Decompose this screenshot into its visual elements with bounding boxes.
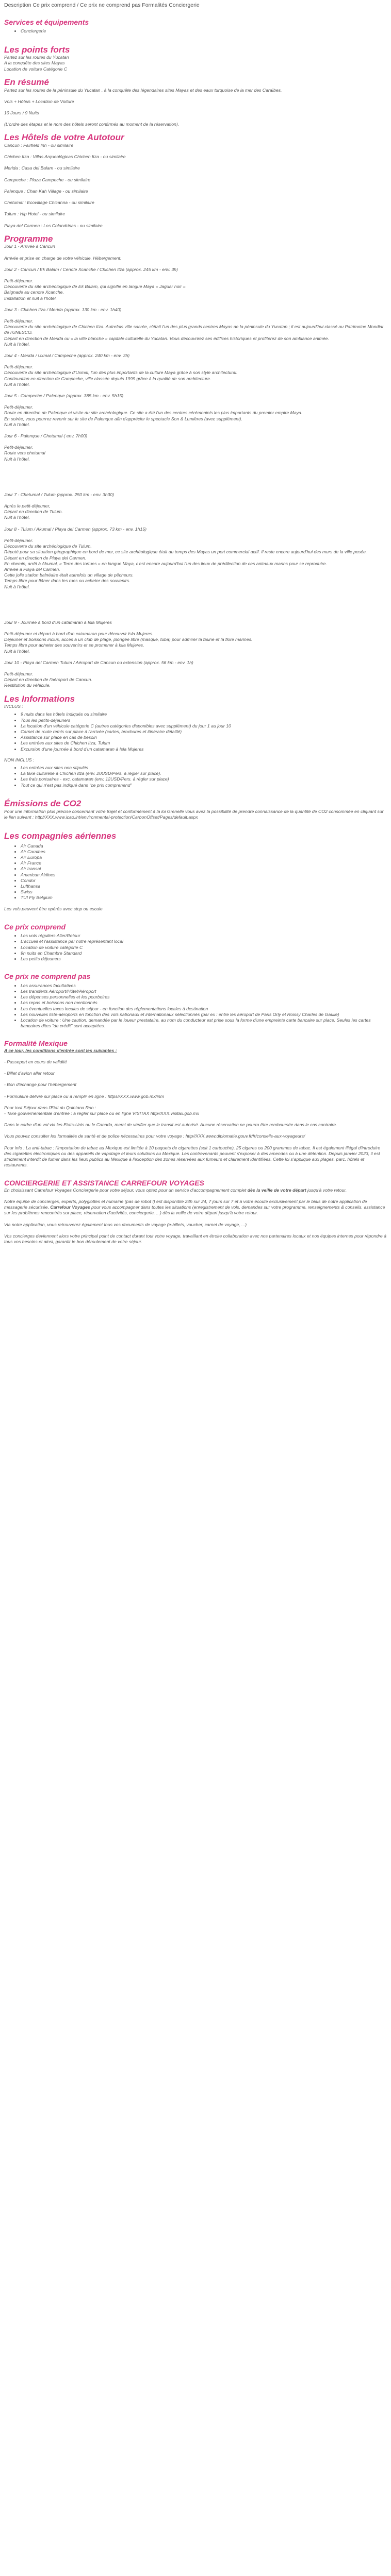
day-body [4, 671, 387, 689]
informations-title: Les Informations [4, 693, 75, 704]
day-line: Cette jolie station balnéaire était autrefois un village de pêcheurs. [4, 572, 134, 578]
day-body [4, 445, 387, 462]
day-line: Route vers chetumal [4, 450, 45, 456]
airlines-list [4, 843, 387, 901]
excludes-item: • Les transferts Aéroport/Hôtel/Aéroport [21, 989, 387, 994]
day-title: Jour 6 - Palenque / Chetumal ( env. 7h00) [4, 433, 88, 439]
services-title: Services et équipements [4, 18, 89, 26]
excludes-item: • Les nouvelles liste-aéroports en fonction des vols nationaux et internationaux sélectionnés (par ex : entre les aéroport de Paris Orly et Roissy Charles de Gaulle) [21, 1012, 387, 1018]
day-line: Continuation en direction de Campeche, ville classée depuis 1999 grâce à la qualité de son architecture. [4, 376, 211, 381]
inclus-item: • 9 nuits dans les hôtels indiqués ou similaire [21, 711, 387, 717]
airline-item: • Condor [21, 878, 387, 884]
day-line: Temps libre pour flâner dans les rues ou acheter des souvenirs. [4, 578, 131, 584]
quintana-title: Pour tout Séjour dans l'Etat du Quintana Roo : [4, 1105, 96, 1110]
day-line: Départ en direction de Merida ou « la ville blanche » capitale culturelle du Yucatan. Vous découvrirez ses édifices historiques et profiterez de son ambiance animée. [4, 335, 329, 341]
day-body [4, 278, 387, 301]
quintana-text: - Taxe gouvernementale d'entrée : à régler sur place ou en ligne VISITAX http//XXX.visitax.gob.mx [4, 1110, 199, 1116]
day-line: Déjeuner et boissons inclus, accès à un club de plage, plongée libre (masque, tuba) pour admirer la faune et la flore marines. [4, 637, 253, 642]
transit-text: Dans le cadre d'un vol via les Etats-Unis ou le Canada, merci de vérifier que le transit est autorisé. Aucune réservation ne pourra être remboursée dans le cas contraire. [4, 1122, 337, 1128]
day-line: En chemin, arrêt à Akumal, « Terre des tortues » en langue Maya, c'est encore aujourd'hui l'un des lieux de prédilection de ces animaux marins pour se reproduire. [4, 561, 327, 566]
day-line: Petit-déjeuner. [4, 364, 34, 370]
concierge-p4: Vos concierges deviennent alors votre principal point de contact durant tout votre voyage, travaillant en étroite collaboration avec nos partenaires locaux et nos équipes internes pour répondre à tous vos besoins et ainsi, garantir le bon déroulement de votre séjour. [4, 1233, 386, 1244]
excludes-item: • Les assurances facultatives [21, 983, 387, 989]
day-line: Nuit à l'hôtel. [4, 381, 30, 387]
hotel-item: Campeche : Plaza Campeche - ou similaire [4, 177, 91, 182]
day-line: Route en direction de Palenque et visite du site archéologique. Ce site a été l'un des centres cérémoniels les plus importants du premier empire Maya. [4, 410, 303, 416]
day-body [4, 503, 387, 521]
highlights-title: Les points forts [4, 44, 70, 55]
day-line: Baignade au cenote Xcanche. [4, 290, 64, 295]
tobacco-note: Pour info : La anti-tabac : l'importation de tabac au Mexique est limitée à 10 paquets de cigarettes (soit 1 cartouche), 25 cigares ou 200 grammes de tabac. Il est également illégal d'introduire des cigarettes électroniques ou des appareils de vapotage et leurs solutions au Mexique. Les contrevenants peuvent s'exposer à des amendes ou à une détention. Depuis janvier 2023, il est strictement interdit de fumer dans les lieux publics au Mexique à l'exception des zones réservées aux fumeurs et clairement identifiées. Cette loi s'applique aux plages, parc, hôtels et restaurants. [4, 1145, 381, 1168]
day-line: Départ en direction de Tulum. [4, 509, 63, 515]
day-line: Nuit à l'hôtel. [4, 341, 30, 347]
day-line: Installation et nuit à l'hôtel. [4, 295, 57, 301]
concierge-p3: Via notre application, vous retrouverez également tous vos documents de voyage (e-billets, voucher, carnet de voyage, ...) [4, 1222, 247, 1227]
day-line: Découverte du site archéologique de Chichen Itza. Autrefois ville sacrée, c'était l'un des plus grands centres Mayas de la péninsule du Yucatan ; il est aujourd'hui classé au Patrimoine Mondial de l'UNESCO. [4, 324, 383, 335]
formalites-line: - Bon d'échange pour l'hébergement [4, 1082, 77, 1088]
airline-item: • American Airlines [21, 872, 387, 878]
day-line: Temps libre pour acheter des souvenirs et se promener à Isla Mujeres. [4, 642, 144, 648]
inclus-item: • Tous les petits-déjeuners [21, 718, 387, 723]
services-list [4, 28, 387, 34]
hotel-item: Palenque : Chan Kah Village - ou similaire [4, 188, 88, 194]
intro-tabs-text: Description Ce prix comprend / Ce prix ne comprend pas Formalités Conciergerie [4, 2, 200, 8]
day-line: Après le petit-déjeuner, [4, 503, 51, 509]
day-line: Petit-déjeuner. [4, 671, 34, 676]
hotel-item: Chetumal : Ecovillage Chicanna - ou similaire [4, 200, 94, 206]
summary-text: Partez sur les routes de la péninsule du Yucatan , à la conquête des légendaires sites Mayas et des eaux turquoise de la mer des Caraïbes. [4, 87, 282, 93]
excludes-item: • Les dépenses personnelles et les pourboires [21, 994, 387, 1000]
inclus-item: • Excursion d'une journée à bord d'un catamaran à Isla Mujeres [21, 747, 387, 752]
program-day [4, 393, 387, 428]
day-line: Petit-déjeuner. [4, 318, 34, 324]
day-line: Nuit à l'hôtel. [4, 648, 30, 654]
day-line: Nuit à l'hôtel. [4, 456, 30, 462]
noninclus-list [4, 765, 387, 788]
airline-item: • Lufthansa [21, 884, 387, 889]
noninclus-item: • Tout ce qui n'est pas indiqué dans "ce prix comprenend" [21, 783, 387, 788]
includes-item: • L'accueil et l'assistance par notre représentant local [21, 939, 387, 944]
noninclus-label: NON INCLUS : [4, 757, 35, 762]
day-body [4, 631, 387, 654]
day-title: Jour 4 - Merida / Uxmal / Campeche (approx. 240 km - env. 3h) [4, 353, 130, 359]
airline-item: • TUI Fly Belgium [21, 895, 387, 901]
inclus-label: INCLUS : [4, 704, 23, 709]
day-line: Départ en direction de l'aéroport de Cancun. [4, 677, 92, 683]
summary-note: (L'ordre des étapes et le nom des hôtels seront confirmés au moment de la réservation). [4, 122, 180, 127]
hotel-item: Merida : Casa del Balam - ou similaire [4, 165, 80, 171]
day-line: Petit-déjeuner et départ à bord d'un catamaran pour découvrir Isla Mujeres. [4, 631, 154, 636]
inclus-list [4, 711, 387, 752]
day-title: Jour 10 - Playa del Carmen Tulum / Aéroport de Cancun ou extension (approx. 56 km - env. 1h) [4, 659, 193, 665]
day-line: En soirée, vous pourrez revenir sur le site de Palenque afin d'apprécier le spectacle Son & Lumières (avec supplément). [4, 416, 242, 421]
day-line: Petit-déjeuner. [4, 537, 34, 543]
day-title: Jour 3 - Chichen Itza / Merida (approx. 130 km - env. 1h40) [4, 307, 122, 312]
inclus-item: • Assistance sur place en cas de besoin [21, 735, 387, 740]
inclus-item: • Les entrées aux sites de Chichen Itza, Tulum [21, 740, 387, 746]
day-title: Jour 8 - Tulum / Akumal / Playa del Carmen (approx. 73 km - env. 1h15) [4, 526, 147, 532]
program-day [4, 267, 387, 301]
consult-text: Vous pouvez consulter les formalités de santé et de police nécessaires pour votre voyage : http//XXX.www.diplomatie.gouv.fr/fr/conseils-aux-voyageurs/ [4, 1133, 305, 1139]
airline-item: • Swiss [21, 889, 387, 895]
day-title: Jour 5 - Campeche / Palenque (approx. 385 km - env. 5h15) [4, 393, 124, 399]
formalites-line: - Billet d'avion aller retour [4, 1071, 55, 1076]
concierge-p2-c: pour vous accompagner dans toutes les situations (enregistrement de vols, demandes sur votre programme, renseignements & conseils, assistance sur les problèmes rencontrés sur place, réservation d'activités, conciergerie, ...) dès la veille de votre départ jusqu'à votre retour. [4, 1205, 385, 1216]
services-item: • Conciergerie [21, 28, 387, 34]
inclus-item: • Carnet de route remis sur place à l'arrivée (cartes, brochures et itinéraire détaillé) [21, 729, 387, 735]
day-line: Petit-déjeuner. [4, 445, 34, 450]
day-body [4, 318, 387, 347]
highlights-block [4, 55, 387, 72]
day-title: Jour 2 - Cancun / Ek Balam / Cenote Xcanche / Chichen Itza (approx. 245 km - env. 3h) [4, 266, 178, 272]
includes-item: • Location de voiture catégorie C [21, 945, 387, 951]
noninclus-item: • La taxe culturelle à Chichen Itza (env. 20USD/Pers. à régler sur place). [21, 771, 387, 776]
day-line: Arrivée à Playa del Carmen. [4, 566, 60, 572]
hotels-title: Les Hôtels de votre Autotour [4, 132, 124, 143]
program-title: Programme [4, 233, 53, 244]
formalites-lead: A ce jour, les conditions d'entrée sont les suivantes : [4, 1047, 117, 1053]
day-line: Petit-déjeuner. [4, 404, 34, 410]
formalites-line: - Passeport en cours de validité [4, 1059, 67, 1064]
program-day [4, 492, 387, 521]
highlight-line: A la conquête des sites Mayas [4, 60, 65, 66]
day-line: Découverte du site archéologique de Tulum. [4, 544, 92, 549]
excludes-list [4, 983, 387, 1029]
excludes-item: • Les repas et boissons non mentionnés [21, 1000, 387, 1006]
day-body [4, 404, 387, 428]
includes-item: • Les petits déjeuners [21, 956, 387, 962]
day-body [4, 364, 387, 387]
concierge-p1 [4, 1188, 387, 1193]
program-day [4, 527, 387, 590]
day-line: Nuit à l'hôtel. [4, 515, 30, 520]
concierge-p2-bold: Carrefour Voyages [50, 1205, 90, 1210]
co2-title: Émissions de CO2 [4, 798, 82, 808]
formalites-title: Formalité Mexique [4, 1039, 68, 1048]
concierge-p1-c: jusqu'à votre retour. [306, 1187, 347, 1193]
includes-list [4, 933, 387, 962]
excludes-title: Ce prix ne comprend pas [4, 972, 91, 981]
day-line: Petit-déjeuner. [4, 278, 34, 283]
day-title: Jour 7 - Chetumal / Tulum (approx. 250 km - env. 3h30) [4, 492, 115, 497]
concierge-p2-a: Notre équipe de concierges, experts, polyglottes et humaine (pas de robot !) est disponible 24h sur 24, 7 jours sur 7 et à votre écoute exclusivement par le biais de notre application de messagerie sécurisée, [4, 1198, 367, 1210]
hotel-item: Playa del Carmen : Los Colondrinas - ou similaire [4, 223, 103, 228]
program-day [4, 620, 387, 654]
day-title: Jour 9 - Journée à bord d'un catamaran à Isla Mujeres [4, 619, 112, 625]
day-line: Départ en direction de Playa del Carmen. [4, 555, 87, 561]
noninclus-item: • Les entrées aux sites non stipulés [21, 765, 387, 771]
day-line: Nuit à l'hôtel. [4, 584, 30, 589]
excludes-item: • Location de voiture : Une caution, demandée par le loueur prestataire, au nom du conducteur est prise sous la forme d'une empreinte carte bancaire sur place. Seules les cartes bancaires dites "de crédit" sont acceptées. [21, 1018, 387, 1029]
summary-line1: Vols + Hôtels + Location de Voiture [4, 98, 74, 104]
program-day [4, 244, 387, 261]
hotel-item: Chichen Itza : Villas Arqueológicas Chichen Itza - ou similaire [4, 154, 126, 160]
airlines-title: Les compagnies aériennes [4, 831, 117, 841]
day-line: Arrivée et prise en charge de votre véhicule. Hébergement. [4, 255, 122, 261]
day-line: Découverte du site archéologique de Ek Balam, qui signifie en langue Maya « Jaguar noir ». [4, 284, 187, 290]
airlines-note: Les vols peuvent être opérés avec stop ou escale [4, 906, 103, 911]
day-line: Restitution du véhicule. [4, 683, 51, 688]
airline-item: • Air Canada [21, 843, 387, 849]
concierge-p1-a: En choisissant Carrefour Voyages Conciergerie pour votre séjour, vous optez pour un service d'accompagnement complet [4, 1187, 248, 1193]
hotels-list [4, 143, 387, 229]
program-day [4, 353, 387, 387]
noninclus-item: • Les frais portuaires - exc. catamaran (env. 12USD/Pers. à régler sur place) [21, 776, 387, 782]
includes-title: Ce prix comprend [4, 922, 66, 931]
day-body [4, 538, 387, 590]
highlight-line: Location de voiture Catégorie C [4, 66, 68, 72]
program-day [4, 307, 387, 347]
day-line: Nuit à l'hôtel. [4, 421, 30, 427]
day-line: Découverte du site archéologique d'Uxmal, l'un des plus importants de la culture Maya grâce à son style architectural. [4, 370, 238, 376]
hotel-item: Tulum : Hip Hotel - ou similaire [4, 211, 66, 217]
day-line: Réputé pour sa situation géographique en bord de mer, ce site archéologique était au temps des Mayas un port commercial actif. Il reste encore aujourd'hui des murs de la ville posée. [4, 549, 367, 555]
airline-item: • Air transat [21, 866, 387, 872]
concierge-p1-bold: dès la veille de votre départ [247, 1187, 306, 1193]
includes-item: • Les vols réguliers Aller/Retour [21, 933, 387, 939]
day-title: Jour 1 - Arrivée à Cancun [4, 244, 55, 249]
highlight-line: Partez sur les routes du Yucatan [4, 55, 69, 60]
airline-item: • Air France [21, 860, 387, 866]
summary-title: En résumé [4, 77, 49, 87]
day-body [4, 256, 387, 261]
concierge-p2 [4, 1199, 387, 1216]
formalites-line: - Formulaire délivré sur place ou à remplir en ligne : https//XXX.www.gob.mx/inm [4, 1093, 164, 1099]
program-days [4, 244, 387, 688]
excludes-item: • Les éventuelles taxes locales de séjour - en fonction des réglementations locales à destination [21, 1006, 387, 1012]
airline-item: • Air Caraibes [21, 849, 387, 855]
hotel-item: Cancun : Fairfield Inn - ou similaire [4, 143, 74, 148]
program-day [4, 433, 387, 462]
airline-item: • Air Europa [21, 855, 387, 860]
program-day [4, 660, 387, 689]
concierge-title: CONCIERGERIE ET ASSISTANCE CARREFOUR VOYAGES [4, 1179, 204, 1188]
inclus-item: • La location d'un véhicule catégorie C (autres catégories disponibles avec supplément) du jour 1 au jour 10 [21, 723, 387, 729]
includes-item: • 9n nuits en Chambre Standard [21, 951, 387, 956]
co2-text: Pour une information plus précise concernant votre trajet et conformément à la loi Grenelle vous avez la possibilité de prendre connaissance de la quantité de CO2 consommée en cliquant sur le lien suivant : http//XXX.www.icao.int/environmental-protection/CarbonOffset/Pages/default.aspx [4, 808, 384, 820]
summary-line2: 10 Jours / 9 Nuits [4, 110, 39, 115]
